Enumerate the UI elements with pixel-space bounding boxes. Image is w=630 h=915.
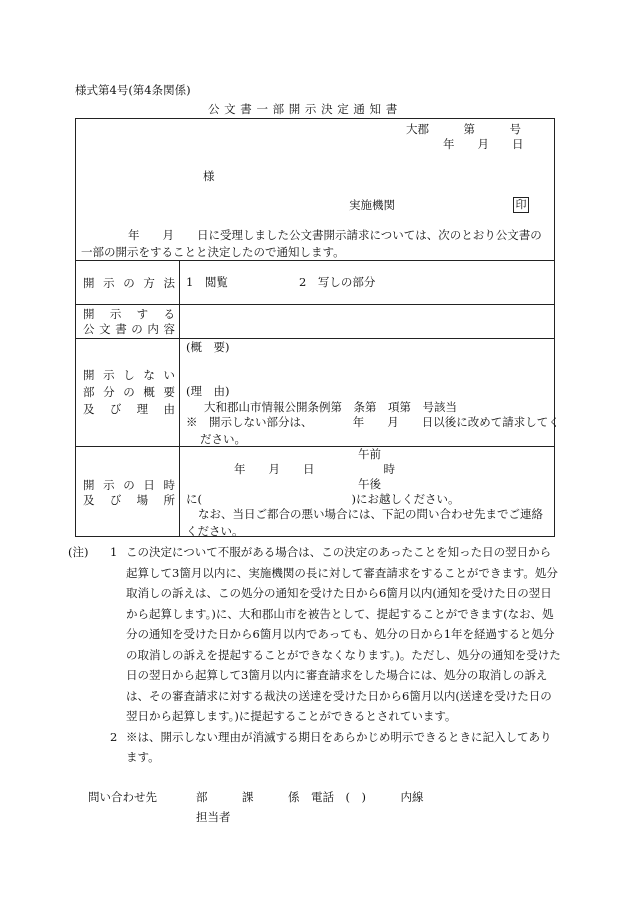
schedule-contact-note: なお、当日ご都合の悪い場合には、下記の問い合わせ先までご連絡ください。 <box>186 507 543 538</box>
undisclosed-label-line2: 部分の概要 <box>83 385 175 399</box>
intro-text: 年 月 日に受理しました公文書開示請求については、次のとおり公文書の一部の開示をすることと決定したので通知します。 <box>81 228 542 259</box>
schedule-label-line1: 開示の日時 <box>83 478 175 492</box>
reason-text: 大和郡山市情報公開条例第 条第 項第 号該当 <box>204 400 457 414</box>
contact-line: 部 課 係 電話 ( ) 内線 <box>196 790 424 804</box>
method-option-inspection: 1 閲覧 <box>186 275 228 289</box>
document-number: 大郡 第 号 <box>406 122 521 136</box>
note-1-number: 1 <box>110 545 118 559</box>
method-label: 開示の方法 <box>83 276 175 290</box>
contact-label: 問い合わせ先 <box>88 790 157 804</box>
method-option-copy: 2 写しの部分 <box>299 275 376 289</box>
notice-table <box>75 118 560 538</box>
form-number: 様式第4号(第4条関係) <box>75 83 191 97</box>
note-1-text: この決定について不服がある場合は、この決定のあったことを知った日の翌日から起算して3箇月以内に、実施機関の長に対して審査請求をすることができます。処分取消しの訴えは、この処分の通知を受けた日から6箇月以内(通知を受けた日の翌日から起算します。)に、大和郡山市を被告として、提起することができます(なお、処分の通知を受けた日から6箇月以内であっても、処分の日から1年を経過すると処分の取消しの訴えを提起することができなくなります。)。ただし、処分の通知を受けた日の翌日から起算して3箇月以内に審査請求をした場合には、処分の取消しの訴えは、その審査請求に対する裁決の送達を受けた日から6箇月以内(送達を受けた日の翌日から起算します。)に提起することができるとされています。 <box>126 545 561 723</box>
note-2 <box>68 727 562 768</box>
undisclosed-label-line1: 開示しない <box>83 368 175 382</box>
reason-heading: (理 由) <box>186 384 230 398</box>
implementing-agency: 実施機関 <box>349 198 395 212</box>
summary-heading: (概 要) <box>186 340 230 354</box>
undisclosed-note: ※ 開示しない部分は、 年 月 日以後に改めて請求してください。 <box>186 415 560 446</box>
schedule-pm: 午後 <box>358 477 381 491</box>
note-2-number: 2 <box>110 729 118 744</box>
note-2-text: ※は、開示しない理由が消滅する期日をあらかじめ明示できるときに記入してあります。 <box>126 729 552 764</box>
content-label-line2: 公文書の内容 <box>83 322 175 336</box>
addressee-suffix: 様 <box>203 169 215 183</box>
document-title: 公 文 書 一 部 開 示 決 定 通 知 書 <box>208 102 398 116</box>
notes-section <box>68 542 562 768</box>
schedule-am: 午前 <box>358 447 381 461</box>
schedule-place: に( )にお越しください。 <box>186 492 460 506</box>
content-label-line1: 開示する <box>83 307 175 321</box>
contact-person: 担当者 <box>196 810 231 824</box>
undisclosed-label-line3: 及び理由 <box>83 402 175 416</box>
notes-prefix: (注) <box>68 545 89 559</box>
note-1 <box>68 542 562 727</box>
schedule-label-line2: 及び場所 <box>83 493 175 507</box>
schedule-datetime: 年 月 日 時 <box>234 462 395 476</box>
issue-date: 年 月 日 <box>443 137 524 151</box>
seal-mark: 印 <box>513 197 529 213</box>
